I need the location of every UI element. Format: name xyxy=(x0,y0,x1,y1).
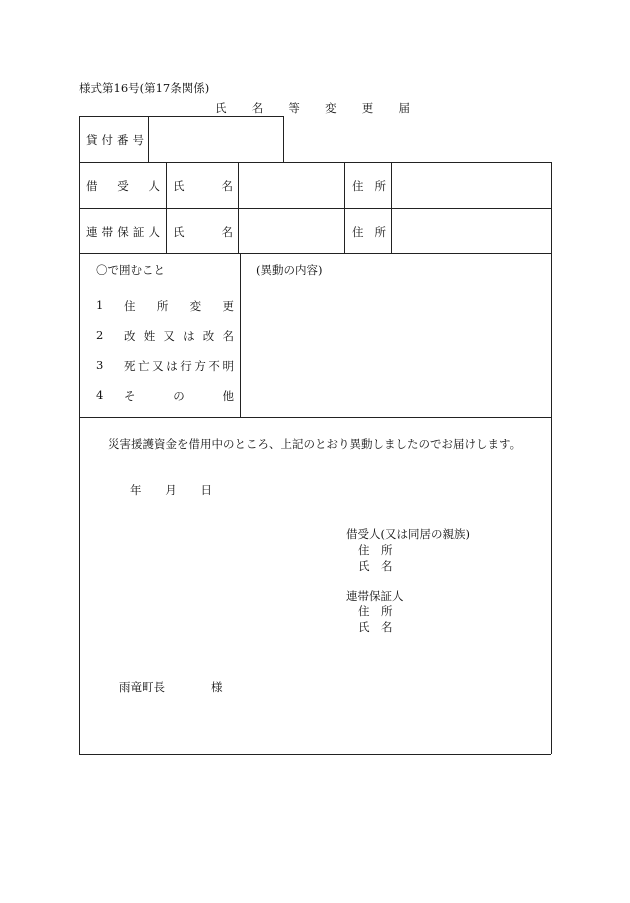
borrower-label-char: 借 xyxy=(86,179,98,193)
date-char: 月 xyxy=(165,483,177,497)
change-type-label-char: 行 xyxy=(180,359,192,373)
signer-guarantor-name-label: 氏 名 xyxy=(358,620,393,634)
change-type-label-char: は xyxy=(183,329,195,343)
guarantor-label-char: 保 xyxy=(117,225,129,239)
borrower-address-field[interactable] xyxy=(395,166,547,204)
change-detail-field[interactable] xyxy=(246,280,546,412)
change-type-number: 1 xyxy=(96,298,104,312)
guarantor-label xyxy=(86,224,160,240)
change-type-number: 3 xyxy=(96,358,104,372)
change-type-label-char: 改 xyxy=(202,329,215,343)
guarantor-name-label-char: 氏 xyxy=(173,225,185,239)
guarantor-address-label xyxy=(352,224,386,240)
declaration-statement: 災害援護資金を借用中のところ、上記のとおり異動しましたのでお届けします。 xyxy=(108,437,522,451)
change-type-label-char: 又 xyxy=(163,329,175,343)
change-type-label-char: の xyxy=(173,389,185,403)
change-type-label xyxy=(124,298,234,314)
loan-number-label: 貸付番号 xyxy=(86,133,148,147)
change-type-label xyxy=(124,328,234,344)
guarantor-name-field[interactable] xyxy=(242,212,340,250)
change-type-label-char: そ xyxy=(124,389,136,403)
change-type-label-char: 又 xyxy=(152,359,164,373)
circle-instruction: 〇で囲むこと xyxy=(96,263,165,277)
borrower-label xyxy=(86,178,160,194)
borrower-label-char: 人 xyxy=(148,179,160,193)
form-title-char: 届 xyxy=(398,101,410,115)
change-type-label-char: 更 xyxy=(222,299,234,313)
signer-borrower-address-label: 住 所 xyxy=(358,543,393,557)
guarantor-name-label xyxy=(173,224,233,240)
date-line xyxy=(130,482,212,498)
change-type-label-char: 変 xyxy=(189,299,202,313)
change-type-number: 2 xyxy=(96,328,104,342)
signer-guarantor-heading: 連帯保証人 xyxy=(346,589,404,603)
form-title-char: 等 xyxy=(288,101,300,115)
loan-number-field[interactable] xyxy=(152,122,280,156)
change-type-label-char: は xyxy=(166,359,178,373)
change-type-label-char: 亡 xyxy=(138,359,150,373)
form-title-char: 変 xyxy=(325,101,337,115)
guarantor-label-char: 人 xyxy=(148,225,160,239)
change-type-label-char: 方 xyxy=(194,359,206,373)
form-number: 様式第16号(第17条関係) xyxy=(79,81,210,95)
addressee: 雨竜町長 xyxy=(119,680,165,694)
form-title-char: 名 xyxy=(251,101,264,115)
guarantor-name-label-char: 名 xyxy=(221,225,233,239)
guarantor-label-char: 連 xyxy=(86,225,98,239)
borrower-name-field[interactable] xyxy=(242,166,340,204)
change-type-label-char: 改 xyxy=(124,329,136,343)
guarantor-label-char: 証 xyxy=(132,225,145,239)
form-title xyxy=(215,100,410,116)
date-char: 日 xyxy=(200,483,212,497)
guarantor-address-label-char: 所 xyxy=(374,225,386,239)
honorific: 様 xyxy=(211,680,223,694)
guarantor-address-label-char: 住 xyxy=(352,225,364,239)
change-type-label-char: 住 xyxy=(124,299,136,313)
borrower-name-label xyxy=(173,178,233,194)
borrower-name-label-char: 名 xyxy=(221,179,233,193)
change-type-label-char: 姓 xyxy=(143,329,156,343)
change-type-label-char: 所 xyxy=(156,299,169,313)
change-type-label xyxy=(124,388,234,404)
guarantor-address-field[interactable] xyxy=(395,212,547,250)
change-type-label-char: 死 xyxy=(124,359,136,373)
signer-guarantor-address-label: 住 所 xyxy=(358,604,393,618)
change-type-label-char: 他 xyxy=(222,389,234,403)
change-type-label xyxy=(124,358,234,374)
change-type-label-char: 明 xyxy=(222,359,234,373)
borrower-label-char: 受 xyxy=(117,179,129,193)
signer-borrower-name-label: 氏 名 xyxy=(358,559,393,573)
borrower-address-label-char: 所 xyxy=(374,179,386,193)
guarantor-label-char: 帯 xyxy=(101,225,114,239)
borrower-name-label-char: 氏 xyxy=(173,179,185,193)
change-type-label-char: 名 xyxy=(222,329,234,343)
change-type-number: 4 xyxy=(96,388,104,402)
form-title-char: 氏 xyxy=(215,101,227,115)
borrower-address-label-char: 住 xyxy=(352,179,364,193)
change-detail-label: (異動の内容) xyxy=(256,263,323,277)
form-title-char: 更 xyxy=(361,101,374,115)
signer-borrower-heading: 借受人(又は同居の親族) xyxy=(346,527,470,541)
change-type-label-char: 不 xyxy=(208,359,220,373)
date-char: 年 xyxy=(130,483,142,497)
borrower-address-label xyxy=(352,178,386,194)
